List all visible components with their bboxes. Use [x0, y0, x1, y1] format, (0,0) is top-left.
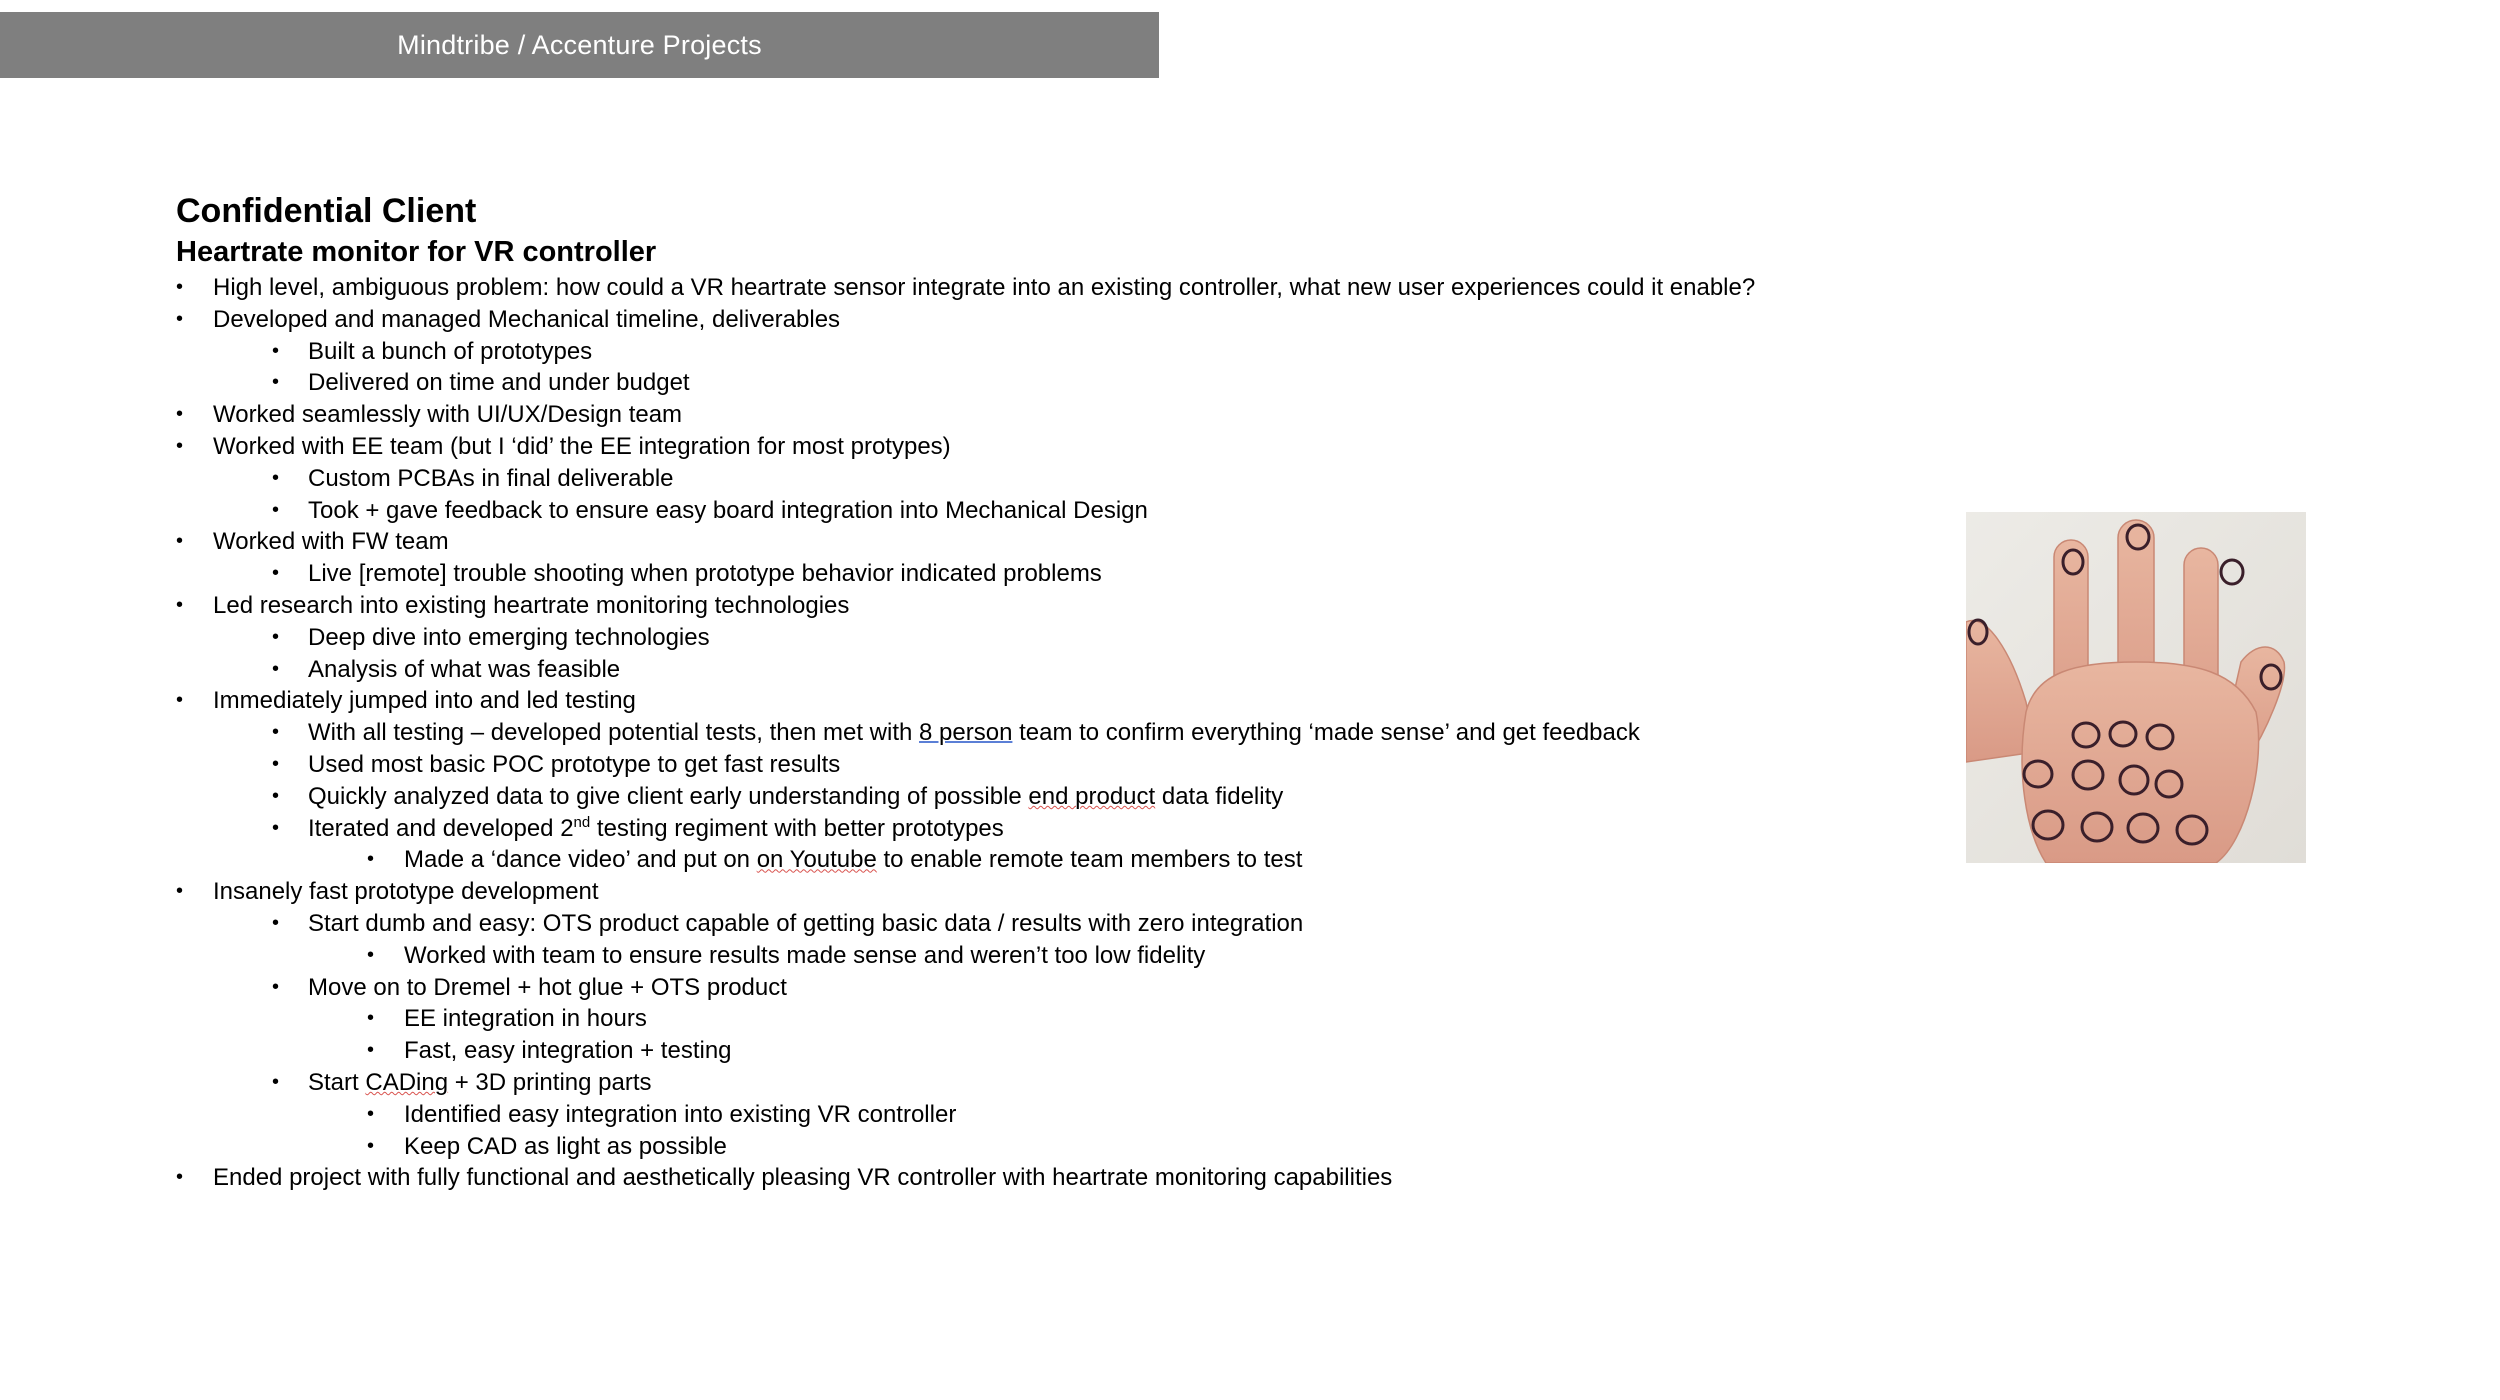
bullet-text: Deep dive into emerging technologies: [308, 623, 710, 651]
bullet-dot: •: [176, 434, 184, 457]
bullet-text: Iterated and developed 2: [308, 814, 574, 842]
bullet-text: Start: [308, 1068, 366, 1096]
bullet-dot: •: [367, 1102, 375, 1125]
bullet-item-level-3: [176, 1035, 1936, 1067]
bullet-dot: •: [176, 403, 184, 426]
bullet-text: Led research into existing heartrate monitoring technologies: [213, 591, 850, 619]
bullet-dot: •: [272, 466, 280, 489]
bullet-text: Ended project with fully functional and aesthetically pleasing VR controller with heartrate monitoring capabilities: [213, 1164, 1393, 1192]
bullet-text: Fast, easy integration + testing: [404, 1037, 732, 1065]
bullet-text: Quickly analyzed data to give client early understanding of possible: [308, 782, 1029, 810]
project-heading: Heartrate monitor for VR controller: [176, 236, 657, 268]
bullet-text: Used most basic POC prototype to get fast results: [308, 750, 841, 778]
bullet-item-level-2: [176, 463, 1936, 495]
banner-title: Mindtribe / Accenture Projects: [397, 29, 762, 60]
bullet-text: Custom PCBAs in final deliverable: [308, 464, 674, 492]
bullet-dot: •: [176, 689, 184, 712]
bullet-text: Analysis of what was feasible: [308, 655, 621, 683]
bullet-list: [176, 272, 1936, 1194]
bullet-text: Move on to Dremel + hot glue + OTS product: [308, 973, 787, 1001]
bullet-item-level-3: [176, 844, 1936, 876]
spellcheck-underlined-text: on Youtube: [756, 846, 877, 874]
bullet-text: + 3D printing parts: [448, 1068, 652, 1096]
bullet-item-level-2: [176, 336, 1936, 368]
bullet-dot: •: [272, 1070, 280, 1093]
bullet-text: Made a ‘dance video’ and put on: [404, 846, 757, 874]
bullet-text: team to confirm everything ‘made sense’ and get feedback: [1012, 719, 1640, 747]
bullet-text: Keep CAD as light as possible: [404, 1132, 727, 1160]
spellcheck-underlined-text: end product: [1028, 782, 1156, 810]
bullet-dot: •: [272, 562, 280, 585]
bullet-item-level-2: [176, 558, 1936, 590]
bullet-text: Built a bunch of prototypes: [308, 337, 593, 365]
bullet-text: Start dumb and easy: OTS product capable of getting basic data / results with zero integration: [308, 909, 1304, 937]
client-heading: Confidential Client: [176, 192, 477, 230]
bullet-item-level-1: [176, 1162, 1936, 1194]
bullet-text: data fidelity: [1155, 782, 1284, 810]
bullet-dot: •: [272, 657, 280, 680]
bullet-dot: •: [272, 371, 280, 394]
header-banner: [0, 12, 1159, 78]
bullet-text: Insanely fast prototype development: [213, 878, 599, 906]
bullet-dot: •: [176, 307, 184, 330]
bullet-text: testing regiment with better prototypes: [590, 814, 1004, 842]
hand-illustration: [1966, 512, 2306, 863]
bullet-dot: •: [176, 276, 184, 298]
bullet-text: Immediately jumped into and led testing: [213, 687, 636, 715]
bullet-dot: •: [367, 1007, 375, 1030]
bullet-item-level-1: [176, 685, 1936, 717]
bullet-dot: •: [176, 1166, 184, 1189]
bullet-item-level-1: [176, 304, 1936, 336]
slide-content: [176, 190, 1936, 1194]
bullet-dot: •: [272, 911, 280, 934]
grammar-underlined-text: 8 person: [919, 719, 1013, 747]
bullet-dot: •: [367, 943, 375, 966]
bullet-dot: •: [272, 625, 280, 648]
bullet-item-level-2: [176, 781, 1936, 813]
bullet-dot: •: [272, 339, 280, 362]
bullet-dot: •: [272, 752, 280, 775]
spellcheck-underlined-text: CADing: [365, 1068, 449, 1096]
bullet-item-level-2: [176, 654, 1936, 686]
ordinal-superscript: nd: [573, 813, 591, 831]
bullet-dot: •: [272, 498, 280, 521]
bullet-item-level-2: [176, 908, 1936, 940]
bullet-text: Took + gave feedback to ensure easy board integration into Mechanical Design: [308, 496, 1148, 524]
bullet-dot: •: [367, 1039, 375, 1062]
bullet-text: Worked with team to ensure results made sense and weren’t too low fidelity: [404, 941, 1206, 969]
bullet-text: Worked with FW team: [213, 528, 449, 556]
hand-photo: [1966, 512, 2306, 863]
bullet-dot: •: [272, 784, 280, 807]
bullet-item-level-2: [176, 749, 1936, 781]
bullet-item-level-2: [176, 495, 1936, 527]
bullet-dot: •: [176, 880, 184, 903]
bullet-item-level-2: [176, 622, 1936, 654]
bullet-dot: •: [367, 1134, 375, 1157]
bullet-item-level-2: [176, 1067, 1936, 1099]
bullet-text: Delivered on time and under budget: [308, 369, 690, 397]
bullet-item-level-2: [176, 972, 1936, 1004]
bullet-text: High level, ambiguous problem: how could a VR heartrate sensor integrate into an existing controller, what new user experiences could it enable?: [213, 274, 1756, 301]
bullet-item-level-3: [176, 1003, 1936, 1035]
bullet-item-level-1: [176, 876, 1936, 908]
bullet-item-level-1: [176, 399, 1936, 431]
bullet-item-level-3: [176, 940, 1936, 972]
bullet-item-level-1: [176, 526, 1936, 558]
bullet-item-level-3: [176, 1099, 1936, 1131]
bullet-item-level-1: [176, 431, 1936, 463]
bullet-text: EE integration in hours: [404, 1005, 647, 1033]
bullet-item-level-2: [176, 367, 1936, 399]
bullet-text: With all testing – developed potential tests, then met with: [308, 719, 920, 747]
bullet-dot: •: [272, 721, 280, 744]
bullet-item-level-1: [176, 272, 1936, 304]
bullet-text: Identified easy integration into existing VR controller: [404, 1100, 957, 1128]
bullet-dot: •: [367, 848, 375, 871]
bullet-dot: •: [176, 530, 184, 553]
bullet-dot: •: [272, 816, 280, 839]
bullet-item-level-2: [176, 813, 1936, 845]
bullet-text: Worked with EE team (but I ‘did’ the EE integration for most protypes): [213, 432, 951, 460]
bullet-item-level-2: [176, 717, 1936, 749]
bullet-dot: •: [176, 593, 184, 616]
bullet-text: to enable remote team members to test: [876, 846, 1303, 874]
bullet-dot: •: [272, 975, 280, 998]
bullet-item-level-3: [176, 1131, 1936, 1163]
bullet-item-level-1: [176, 590, 1936, 622]
bullet-text: Live [remote] trouble shooting when prototype behavior indicated problems: [308, 560, 1102, 588]
bullet-text: Developed and managed Mechanical timeline, deliverables: [213, 305, 841, 333]
bullet-text: Worked seamlessly with UI/UX/Design team: [213, 401, 683, 429]
